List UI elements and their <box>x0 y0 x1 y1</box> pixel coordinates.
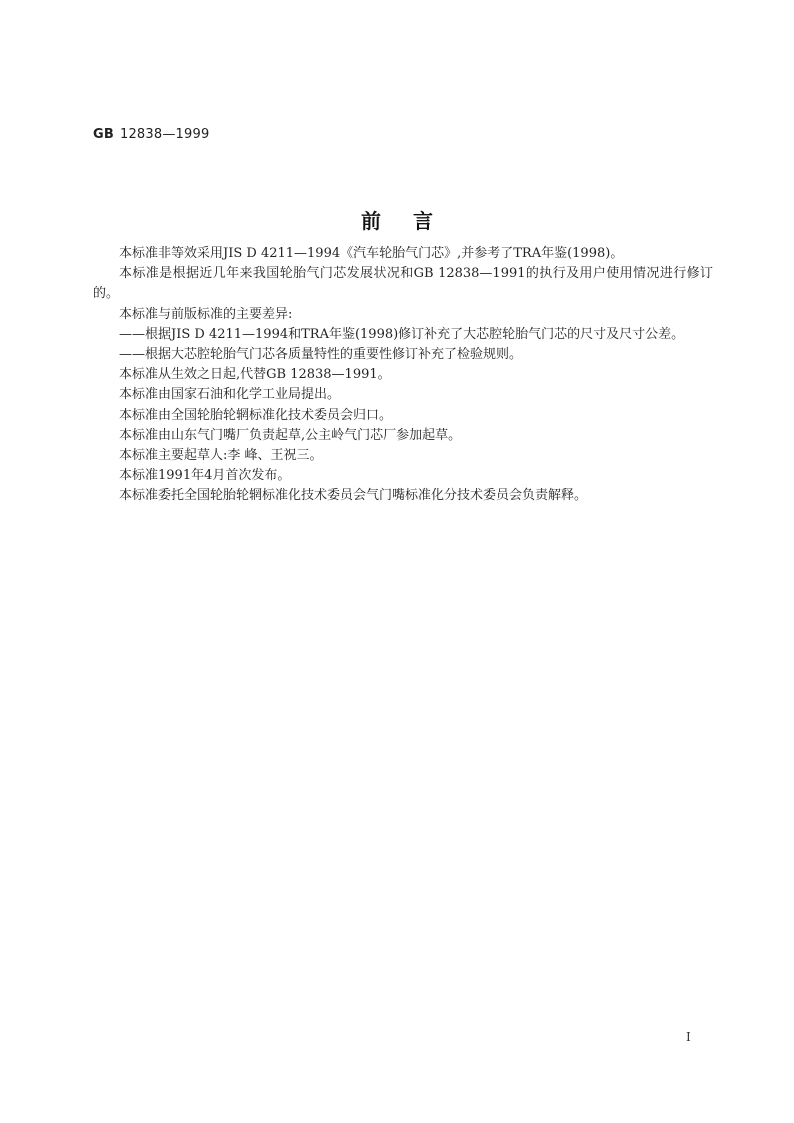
page-title: 前言 <box>361 209 465 233</box>
paragraph: 本标准1991年4月首次发布。 <box>119 468 291 484</box>
foreword-body <box>93 244 713 507</box>
paragraph: 本标准是根据近几年来我国轮胎气门芯发展状况和GB 12838—1991的执行及用户使用情况进行修订的。 <box>93 266 713 302</box>
standard-prefix: GB <box>93 127 114 142</box>
paragraph: ——根据大芯腔轮胎气门芯各质量特性的重要性修订补充了检验规则。 <box>119 347 523 363</box>
paragraph: 本标准委托全国轮胎轮辋标准化技术委员会气门嘴标准化分技术委员会负责解释。 <box>119 488 588 504</box>
paragraph: 本标准由国家石油和化学工业局提出。 <box>119 387 341 403</box>
paragraph: 本标准从生效之日起,代替GB 12838—1991。 <box>119 367 391 383</box>
paragraph: 本标准主要起草人:李 峰、王祝三。 <box>119 448 323 464</box>
paragraph: 本标准与前版标准的主要差异: <box>119 306 293 322</box>
paragraph: 本标准由山东气门嘴厂负责起草,公主岭气门芯厂参加起草。 <box>119 427 462 443</box>
standard-number: 12838—1999 <box>119 127 210 142</box>
paragraph: 本标准非等效采用JIS D 4211—1994《汽车轮胎气门芯》,并参考了TRA年鉴(1998)。 <box>119 246 624 261</box>
standard-code-header <box>93 127 209 142</box>
page-number: I <box>686 1030 691 1044</box>
paragraph: ——根据JIS D 4211—1994和TRA年鉴(1998)修订补充了大芯腔轮胎气门芯的尺寸及尺寸公差。 <box>119 326 685 342</box>
paragraph: 本标准由全国轮胎轮辋标准化技术委员会归口。 <box>119 407 393 423</box>
